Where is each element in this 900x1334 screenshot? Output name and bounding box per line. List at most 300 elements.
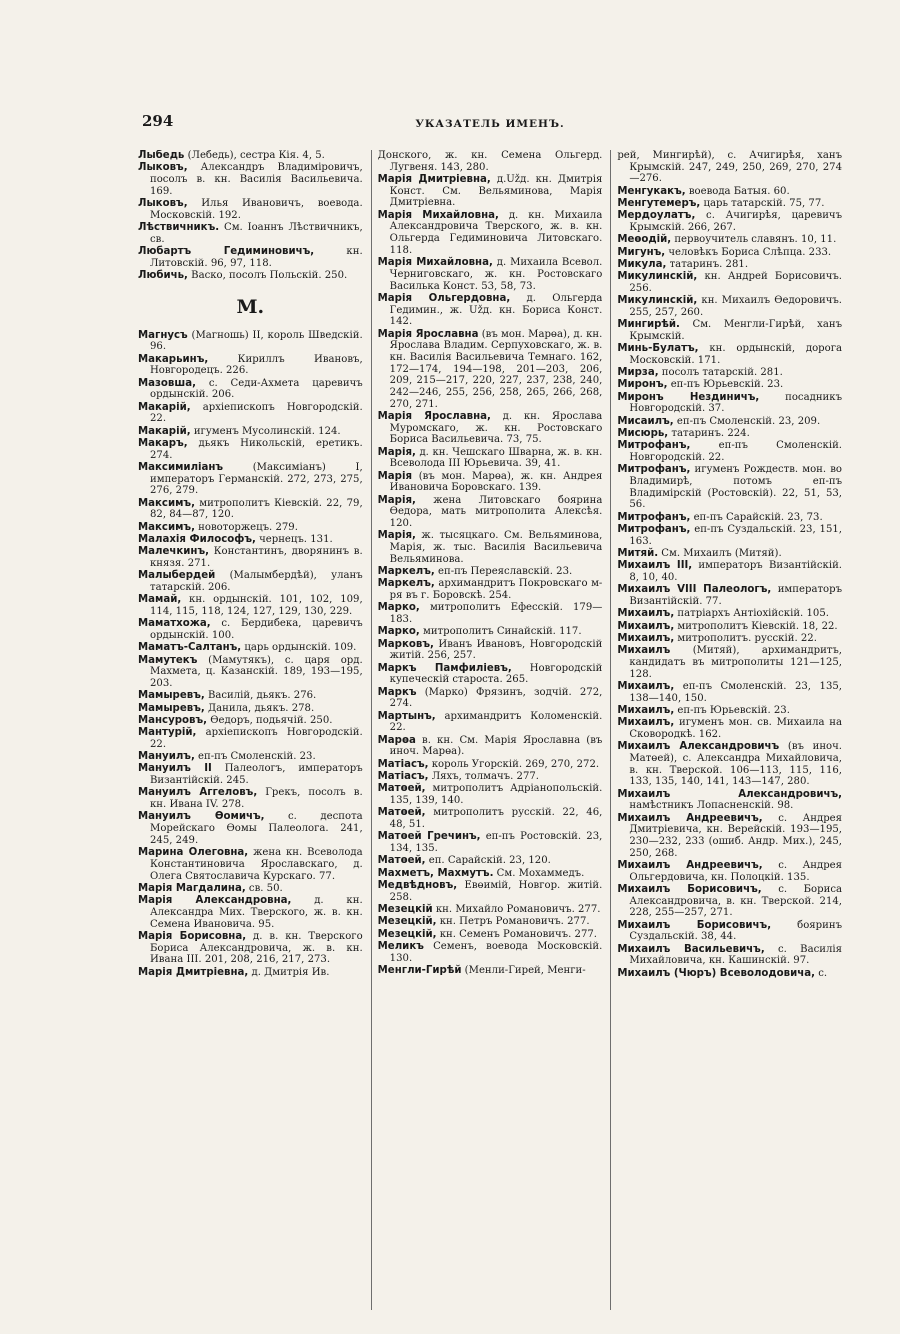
index-entry bbox=[378, 880, 603, 903]
entry-text: (Магношь) II, король Шведскій. 96. bbox=[150, 329, 363, 353]
index-entry bbox=[617, 319, 842, 342]
entry-headword: Марія Михайловна, bbox=[377, 257, 493, 269]
entry-headword: Марія bbox=[377, 470, 413, 482]
entry-headword: Маркелъ, bbox=[377, 578, 435, 590]
index-entry bbox=[138, 546, 363, 569]
entry-text: архимандритъ Коломенскій. 22. bbox=[389, 710, 603, 734]
entry-text: игуменъ Рождеств. мон. во Владимирѣ, потомъ еп-пъ Владимірскій (Ростовскій). 22, 51, 53, 56. bbox=[629, 464, 843, 511]
index-entry bbox=[138, 703, 363, 715]
index-entry bbox=[378, 329, 603, 411]
entry-text: чернецъ. 131. bbox=[255, 534, 333, 545]
index-entry bbox=[138, 426, 363, 438]
entry-text: д. кн. Александра Мих. Тверского, ж. в. кн. Семена Ивановича. 95. bbox=[150, 895, 363, 930]
index-entry bbox=[617, 428, 842, 440]
entry-headword: Марія Магдалина, bbox=[138, 882, 246, 894]
entry-text: человѣкъ Бориса Слѣпца. 233. bbox=[665, 246, 832, 258]
entry-headword: Марія Дмитріевна, bbox=[377, 174, 491, 185]
entry-headword: Малечкинъ, bbox=[138, 546, 209, 558]
page-header bbox=[138, 112, 842, 134]
entry-text: еп-пъ Сарайскій. 23, 73. bbox=[690, 511, 823, 523]
index-entry bbox=[138, 150, 363, 162]
index-entry bbox=[378, 174, 603, 209]
index-entry bbox=[378, 929, 603, 941]
entry-text: король Угорскій. 269, 270, 272. bbox=[428, 758, 600, 770]
entry-text: татаринъ. 281. bbox=[666, 258, 749, 270]
entry-headword: Михаилъ, bbox=[617, 680, 675, 692]
entry-text: (Максиміанъ) I, императоръ Германскій. 272, 273, 275, 276, 279. bbox=[150, 462, 363, 497]
index-entry bbox=[617, 392, 842, 415]
index-entry bbox=[617, 633, 842, 645]
index-entry bbox=[378, 916, 603, 928]
entry-text: д.Užд. кн. Дмитрія Конст. См. Вельяминова, Марія Дмитріевна. bbox=[389, 174, 603, 209]
entry-headword: Михаилъ Борисовичъ, bbox=[617, 884, 762, 896]
entry-text: митрополитъ Ефесскій. 179—183. bbox=[389, 602, 603, 626]
entry-headword: Любичь, bbox=[138, 270, 188, 281]
entry-headword: Маматхожа, bbox=[138, 618, 211, 630]
entry-text: митрополитъ Кіевскій. 22, 79, 82, 84—87, 120. bbox=[150, 497, 363, 521]
index-entry bbox=[378, 771, 603, 783]
entry-headword: Менгли-Гирѣй bbox=[377, 964, 462, 976]
entry-text: архіепископъ Новгородскій. 22. bbox=[150, 401, 363, 425]
entry-headword: Малыбердей bbox=[138, 570, 216, 582]
index-entry bbox=[617, 645, 842, 680]
entry-headword: Мирза, bbox=[617, 367, 659, 379]
entry-text: Ляхъ, толмачъ. 277. bbox=[428, 771, 539, 783]
index-entry bbox=[138, 715, 363, 727]
entry-headword: Мануилъ Өомичъ, bbox=[138, 811, 265, 823]
index-entry bbox=[617, 681, 842, 704]
index-entry bbox=[138, 462, 363, 497]
entry-text: в. кн. См. Марія Ярославна (въ иноч. Марөа). bbox=[389, 734, 603, 758]
index-entry bbox=[138, 690, 363, 702]
entry-headword: Мазовша, bbox=[138, 377, 196, 389]
entry-text: еп-пъ Переяславскій. 23. bbox=[434, 566, 573, 578]
entry-text: (Малымбердѣй), уланъ татарскій. 206. bbox=[150, 570, 363, 593]
entry-headword: Марія, bbox=[377, 530, 416, 542]
index-entry bbox=[378, 687, 603, 710]
entry-text: Илья Ивановичъ, воевода. Московскій. 192. bbox=[150, 198, 363, 221]
index-entry bbox=[378, 855, 603, 867]
entry-headword: Матөей, bbox=[377, 807, 426, 819]
entry-headword: Матөей Гречинъ, bbox=[377, 831, 481, 843]
entry-text: (въ мон. Марөа), ж. кн. Андрея Ивановича Боровскаго. 139. bbox=[389, 470, 603, 494]
index-entry bbox=[138, 402, 363, 425]
index-entry bbox=[138, 534, 363, 546]
index-entry bbox=[138, 811, 363, 846]
index-entry bbox=[138, 618, 363, 641]
entry-text: с. bbox=[814, 967, 828, 979]
entry-text: игуменъ Мусолинскій. 124. bbox=[190, 425, 341, 437]
entry-text: кн. ордынскій, дорога Московскій. 171. bbox=[629, 343, 843, 366]
index-entry bbox=[138, 655, 363, 690]
entry-headword: Максимъ, bbox=[138, 497, 195, 509]
entry-text: дьякъ Никольскій, еретикъ. 274. bbox=[150, 438, 363, 461]
entry-headword: Марія, bbox=[377, 446, 416, 458]
index-entry bbox=[378, 735, 603, 758]
entry-text: митрополитъ. русскій. 22. bbox=[674, 632, 817, 644]
entry-text: Өедоръ, подьячій. 250. bbox=[207, 714, 333, 726]
entry-headword: Мануилъ II bbox=[138, 763, 212, 775]
entry-headword: Макарій, bbox=[138, 425, 191, 437]
index-entry bbox=[378, 150, 603, 173]
entry-text: митрополитъ Кіевскій. 18, 22. bbox=[674, 620, 838, 632]
entry-text: царь татарскій. 75, 77. bbox=[700, 198, 825, 209]
index-entry bbox=[138, 162, 363, 197]
index-entry bbox=[617, 464, 842, 511]
entry-text: кн. Михаилъ Өедоровичъ. 255, 257, 260. bbox=[629, 295, 843, 318]
index-entry bbox=[138, 330, 363, 353]
entry-headword: Мансуровъ, bbox=[138, 714, 207, 726]
index-entry bbox=[138, 847, 363, 882]
entry-text: (Менли-Гирей, Менги- bbox=[461, 964, 586, 976]
entry-text: императоръ Византійскій. 77. bbox=[629, 584, 843, 608]
entry-headword: Мамыревъ, bbox=[138, 690, 205, 702]
index-entry bbox=[378, 495, 603, 530]
index-entry bbox=[138, 378, 363, 401]
entry-text: с. Андрея Дмитріевича, кн. Верейскій. 193—195, 230—232, 233 (ошиб. Андр. Мих.), 245, 250, 268. bbox=[629, 812, 843, 859]
entry-headword: Митрофанъ, bbox=[617, 524, 691, 536]
entry-text: кн. Михайло Романовичъ. 277. bbox=[432, 903, 601, 915]
entry-text: посолъ татарскій. 281. bbox=[658, 367, 783, 379]
entry-text: Евөимій, Новгор. житій. 258. bbox=[389, 879, 603, 903]
entry-headword: Лѣствичникъ. bbox=[138, 222, 220, 233]
entry-headword: Магнусъ bbox=[138, 329, 188, 341]
entry-headword: Медвѣдновъ, bbox=[377, 879, 458, 891]
index-column-3 bbox=[610, 150, 842, 1310]
entry-headword: Микула, bbox=[617, 258, 667, 270]
entry-text: воевода Батыя. 60. bbox=[685, 185, 790, 197]
entry-headword: Меликъ bbox=[377, 940, 424, 952]
entry-headword: Марія Александровна, bbox=[138, 895, 292, 907]
entry-headword: Михаилъ (Чюръ) Всеволодовича, bbox=[617, 967, 815, 979]
entry-text: митрополитъ Адріанопольскій. 135, 139, 140. bbox=[389, 783, 603, 807]
entry-text: царь ордынскій. 109. bbox=[241, 642, 357, 654]
index-entry bbox=[617, 560, 842, 583]
entry-headword: Марія Ольгердовна, bbox=[377, 292, 511, 304]
entry-headword: Мартынъ, bbox=[377, 710, 436, 722]
entry-headword: Михаилъ, bbox=[617, 608, 675, 620]
entry-headword: Любартъ Гедиминовичъ, bbox=[138, 246, 315, 257]
entry-text: Донского, ж. кн. Семена Ольгерд. Лугвеня. 143, 280. bbox=[377, 150, 603, 173]
entry-headword: Маркелъ, bbox=[377, 566, 435, 578]
entry-headword: Максимъ, bbox=[138, 521, 195, 533]
entry-text: жена кн. Всеволода Константиновича Ярославскаго, д. Олега Святославича Курскаго. 77. bbox=[150, 847, 363, 882]
entry-headword: Максимиліанъ bbox=[138, 462, 224, 473]
index-entry bbox=[617, 379, 842, 391]
index-entry bbox=[617, 198, 842, 210]
index-entry bbox=[378, 566, 603, 578]
section-letter: М. bbox=[236, 295, 265, 318]
index-entry bbox=[617, 512, 842, 524]
entry-headword: Мануилъ, bbox=[138, 751, 195, 763]
entry-text: Константинъ, дворянинъ в. князя. 271. bbox=[150, 546, 363, 569]
index-entry bbox=[617, 367, 842, 379]
index-entry bbox=[138, 198, 363, 221]
entry-headword: Мантурій, bbox=[138, 727, 197, 739]
entry-headword: Меөодій, bbox=[617, 234, 672, 246]
index-entry bbox=[138, 751, 363, 763]
entry-headword: Мигунъ, bbox=[617, 246, 666, 258]
entry-text: д. кн. Чешскаго Шварна, ж. в. кн. Всеволода III Юрьевича. 39, 41. bbox=[389, 446, 603, 470]
index-entry bbox=[378, 759, 603, 771]
entry-text: (Лебедь), сестра Кія. 4, 5. bbox=[184, 150, 325, 161]
entry-text: с. Бориса Александровича, в. кн. Тверской. 214, 228, 255—257, 271. bbox=[629, 884, 843, 919]
index-entry bbox=[138, 763, 363, 786]
entry-headword: Марко, bbox=[377, 626, 420, 638]
entry-headword: Марія Борисовна, bbox=[138, 930, 247, 942]
index-entry bbox=[617, 944, 842, 967]
entry-headword: Мамыревъ, bbox=[138, 702, 205, 714]
entry-text: еп-пъ Смоленскій. 23. bbox=[194, 751, 316, 763]
index-column-1 bbox=[138, 150, 363, 1310]
entry-text: архимандритъ Покровскаго м-ря въ г. Боровскѣ. 254. bbox=[389, 578, 603, 602]
entry-text: Васко, посолъ Польскій. 250. bbox=[187, 270, 348, 281]
entry-headword: Михаилъ III, bbox=[617, 560, 693, 572]
index-entry bbox=[617, 524, 842, 547]
entry-text: игуменъ мон. св. Михаила на Сковородкѣ. 162. bbox=[629, 717, 843, 740]
index-entry bbox=[138, 522, 363, 534]
index-entry bbox=[617, 271, 842, 294]
index-entry bbox=[138, 895, 363, 930]
entry-headword: Марина Олеговна, bbox=[138, 847, 249, 859]
index-entry bbox=[617, 584, 842, 607]
index-entry bbox=[138, 270, 363, 282]
entry-text: Василій, дьякъ. 276. bbox=[204, 690, 317, 702]
index-entry bbox=[378, 639, 603, 662]
index-entry bbox=[378, 578, 603, 601]
entry-text: новоторжецъ. 279. bbox=[194, 521, 298, 533]
entry-headword: Митрофанъ, bbox=[617, 511, 691, 523]
index-entry bbox=[378, 831, 603, 854]
index-entry bbox=[617, 247, 842, 259]
entry-text: с. деспота Морейскаго Өомы Палеолога. 241, 245, 249. bbox=[150, 811, 363, 846]
entry-headword: Митрофанъ, bbox=[617, 464, 691, 476]
entry-text: д. кн. Ярослава Муромскаго, ж. кн. Ростовскаго Бориса Васильевича. 73, 75. bbox=[389, 411, 603, 446]
entry-headword: Марія Михайловна, bbox=[377, 209, 499, 221]
entry-headword: Микулинскій, bbox=[617, 271, 698, 283]
index-entry bbox=[617, 259, 842, 271]
entry-headword: Марія, bbox=[377, 494, 416, 506]
entry-text: См. Михаилъ (Митяй). bbox=[658, 548, 782, 560]
entry-headword: Марко, bbox=[377, 602, 420, 614]
index-entry bbox=[378, 868, 603, 880]
entry-text: св. 50. bbox=[245, 882, 283, 894]
entry-headword: Марія Ярославна, bbox=[377, 411, 491, 423]
entry-text: Данила, дьякъ. 278. bbox=[204, 702, 315, 714]
index-entry bbox=[617, 968, 842, 980]
entry-text: кн. Семенъ Романовичъ. 277. bbox=[436, 928, 597, 940]
entry-text: кн. ордынскій. 101, 102, 109, 114, 115, 118, 124, 127, 129, 130, 229. bbox=[150, 594, 363, 617]
entry-text: Палеологъ, императоръ Византійскій. 245. bbox=[150, 763, 363, 787]
entry-headword: Михаилъ Борисовичъ, bbox=[617, 919, 772, 931]
entry-headword: Мисаилъ, bbox=[617, 415, 674, 427]
entry-headword: Мануилъ Аггеловъ, bbox=[138, 787, 258, 799]
entry-text: с. Ачигирѣя, царевичъ Крымскій. 266, 267. bbox=[629, 210, 843, 233]
entry-headword: Матөей, bbox=[377, 783, 426, 795]
index-entry bbox=[378, 965, 603, 977]
entry-text: д. в. кн. Тверского Бориса Александровича, ж. в. кн. Ивана III. 201, 208, 216, 217, 273. bbox=[150, 930, 363, 966]
entry-headword: Лыковъ, bbox=[138, 198, 188, 209]
entry-text: Иванъ Ивановъ, Новгородскій житій. 256, 257. bbox=[389, 638, 603, 662]
entry-text: с. Бердибека, царевичъ ордынскій. 100. bbox=[150, 618, 363, 641]
index-entry bbox=[617, 813, 842, 860]
index-entry bbox=[378, 210, 603, 257]
entry-text: еп. Сарайскій. 23, 120. bbox=[425, 855, 551, 867]
index-entry bbox=[617, 705, 842, 717]
index-entry bbox=[138, 967, 363, 979]
entry-headword: Макарьинъ, bbox=[138, 353, 209, 365]
index-entry bbox=[138, 642, 363, 654]
index-entry bbox=[617, 295, 842, 318]
entry-headword: Микулинскій, bbox=[617, 295, 698, 307]
entry-text: императоръ Византійскій. 8, 10, 40. bbox=[629, 560, 843, 584]
entry-headword: Михаилъ Андреевичъ, bbox=[617, 860, 763, 872]
entry-text: д. кн. Михаила Александровича Тверского, ж. в. кн. Ольгерда Гедиминовича Литовскаго. 118. bbox=[389, 209, 603, 256]
index-entry bbox=[378, 663, 603, 686]
entry-text: еп-пъ Смоленскій. 23, 209. bbox=[673, 415, 821, 427]
entry-headword: Марковъ, bbox=[377, 638, 434, 650]
entry-text: См. Менгли-Гирѣй, ханъ Крымскій. bbox=[629, 319, 843, 342]
index-entry bbox=[617, 789, 842, 812]
page-number: 294 bbox=[142, 112, 174, 130]
entry-text: кн. Андрей Борисовичъ. 256. bbox=[629, 271, 843, 294]
entry-headword: Менгутемеръ, bbox=[617, 198, 701, 209]
index-entry bbox=[138, 246, 363, 269]
index-entry bbox=[378, 602, 603, 625]
entry-text: еп-пъ Суздальскій. 23, 151, 163. bbox=[629, 524, 843, 547]
entry-text: кн. Литовскій. 96, 97, 118. bbox=[150, 246, 363, 269]
entry-headword: Махметъ, Махмутъ. bbox=[377, 867, 494, 879]
entry-headword: Матіасъ, bbox=[377, 758, 429, 770]
entry-headword: Михаилъ Андреевичъ, bbox=[617, 812, 763, 824]
entry-headword: Мезецкій, bbox=[377, 916, 437, 928]
entry-headword: Михаилъ VIII Палеологъ, bbox=[617, 584, 772, 596]
entry-text: патріархъ Антіохійскій. 105. bbox=[674, 608, 829, 620]
index-entry bbox=[617, 186, 842, 198]
index-entry bbox=[138, 222, 363, 245]
index-entry bbox=[378, 447, 603, 470]
entry-headword: Мамутекъ bbox=[138, 654, 198, 666]
index-entry bbox=[617, 741, 842, 788]
index-entry bbox=[617, 884, 842, 919]
entry-text: архіепископъ Новгородскій. 22. bbox=[150, 727, 363, 750]
index-entry bbox=[138, 727, 363, 750]
entry-headword: Марөа bbox=[377, 734, 416, 746]
entry-text: (Митяй), архимандритъ, кандидатъ въ митрополиты 121—125, 128. bbox=[629, 645, 843, 680]
index-entry bbox=[138, 883, 363, 895]
index-entry bbox=[378, 904, 603, 916]
entry-headword: Михаилъ, bbox=[617, 717, 675, 729]
entry-headword: Лыбедь bbox=[138, 150, 185, 161]
index-entry bbox=[617, 150, 842, 185]
index-entry bbox=[378, 257, 603, 292]
index-entry bbox=[378, 471, 603, 494]
index-column-2 bbox=[371, 150, 603, 1310]
entry-text: рей, Мингирѣй), с. Ачигирѣя, ханъ Крымскій. 247, 249, 250, 269, 270, 274—276. bbox=[617, 150, 843, 185]
entry-text: еп-пъ Юрьевскій. 23. bbox=[667, 379, 784, 391]
entry-headword: Митрофанъ, bbox=[617, 440, 691, 452]
index-entry bbox=[617, 920, 842, 943]
entry-headword: Марія Дмитріевна, bbox=[138, 966, 249, 978]
entry-text: первоучитель славянъ. 10, 11. bbox=[671, 234, 837, 246]
index-entry bbox=[378, 807, 603, 830]
entry-headword: Миронъ, bbox=[617, 379, 668, 391]
entry-text: (въ мон. Марөа), д. кн. Ярослава Владим. Серпуховскаго, ж. в. кн. Василія Васильевича Темнаго. 162, 172—174, 194—198, 201—203, 206, 209, 215—217, 220, 227, 237, 238, 240, 242—246, 255, 256, 258, 265, 266, 268, 270, 271. bbox=[389, 328, 603, 410]
running-title: УКАЗАТЕЛЬ ИМЕНЪ. bbox=[415, 118, 565, 130]
entry-text: с. Седи-Ахмета царевичъ ордынскій. 206. bbox=[150, 377, 363, 401]
entry-text: посадникъ Новгородскій. 37. bbox=[629, 391, 843, 415]
entry-headword: Матіасъ, bbox=[377, 771, 429, 783]
index-entry bbox=[617, 416, 842, 428]
entry-headword: Михаилъ, bbox=[617, 704, 675, 716]
entry-headword: Мезецкій, bbox=[377, 928, 437, 940]
entry-headword: Мезецкій bbox=[377, 903, 433, 915]
index-entry bbox=[617, 717, 842, 740]
entry-headword: Менгукакъ, bbox=[617, 185, 686, 197]
index-entry bbox=[138, 594, 363, 617]
entry-headword: Михаилъ, bbox=[617, 620, 675, 632]
entry-headword: Маматъ-Салтанъ, bbox=[138, 642, 242, 654]
entry-text: еп-пъ Юрьевскій. 23. bbox=[674, 704, 790, 716]
entry-text: еп-пъ Ростовскій. 23, 134, 135. bbox=[389, 831, 603, 855]
entry-text: Грекъ, посолъ в. кн. Ивана IV. 278. bbox=[150, 787, 363, 811]
index-columns bbox=[138, 150, 842, 1310]
entry-headword: Мисюрь, bbox=[617, 428, 669, 440]
entry-text: (въ иноч. Матөей), с. Александра Михайловича, в. кн. Тверской. 106—113, 115, 116, 133, 135, 140, 141, 143—147, 280. bbox=[629, 741, 843, 788]
entry-text: Кириллъ Ивановъ, Новгородецъ. 226. bbox=[150, 353, 363, 377]
entry-headword: Михаилъ, bbox=[617, 632, 675, 644]
entry-text: Александръ Владиміровичъ, посолъ в. кн. Василія Васильевича. 169. bbox=[150, 162, 363, 197]
index-entry bbox=[138, 570, 363, 593]
index-entry bbox=[617, 210, 842, 233]
entry-headword: Мамай, bbox=[138, 594, 182, 606]
index-entry bbox=[378, 941, 603, 964]
entry-text: д. Михаила Всевол. Черниговскаго, ж. кн. Ростовскаго Василька Конст. 53, 58, 73. bbox=[389, 257, 603, 292]
index-entry bbox=[138, 931, 363, 966]
index-entry bbox=[378, 411, 603, 446]
index-entry bbox=[378, 783, 603, 806]
index-entry bbox=[378, 293, 603, 328]
index-entry bbox=[617, 440, 842, 463]
entry-text: (Марко) Фрязинъ, зодчій. 272, 274. bbox=[389, 686, 603, 710]
entry-text: намѣстникъ Лопасненскій. 98. bbox=[629, 800, 794, 812]
entry-headword: Лыковъ, bbox=[138, 162, 188, 174]
entry-headword: Макаръ, bbox=[138, 438, 188, 449]
entry-text: ж. тысяцкаго. См. Вельяминова, Марія, ж. тыс. Василія Васильевича Вельяминова. bbox=[389, 530, 603, 565]
entry-text: д. Дмитрія Ив. bbox=[248, 966, 330, 978]
entry-text: Семенъ, воевода Московскій. 130. bbox=[389, 940, 603, 964]
index-entry bbox=[617, 343, 842, 366]
index-entry bbox=[617, 608, 842, 620]
entry-headword: Михаилъ Александровичъ, bbox=[617, 788, 843, 800]
entry-text: еп-пъ Смоленскій. Новгородскій. 22. bbox=[629, 440, 843, 464]
entry-headword: Макарій, bbox=[138, 401, 191, 413]
entry-text: митрополитъ Синайскій. 117. bbox=[419, 626, 582, 638]
entry-text: Новгородскій купеческій староста. 265. bbox=[389, 662, 603, 686]
entry-headword: Михаилъ bbox=[617, 645, 671, 657]
entry-headword: Марія Ярославна bbox=[377, 328, 479, 340]
index-entry bbox=[378, 626, 603, 638]
entry-headword: Мингирѣй. bbox=[617, 319, 680, 331]
entry-headword: Матөей, bbox=[377, 855, 426, 867]
index-entry bbox=[617, 548, 842, 560]
entry-text: д. Ольгерда Гедимин., ж. Užд. кн. Бориса Конст. 142. bbox=[389, 292, 603, 328]
entry-headword: Маркъ bbox=[377, 686, 417, 698]
entry-text: бояринъ Суздальскій. 38, 44. bbox=[629, 919, 843, 943]
index-entry bbox=[617, 621, 842, 633]
index-entry bbox=[378, 530, 603, 565]
entry-headword: Миронъ Нездиничъ, bbox=[617, 391, 760, 403]
